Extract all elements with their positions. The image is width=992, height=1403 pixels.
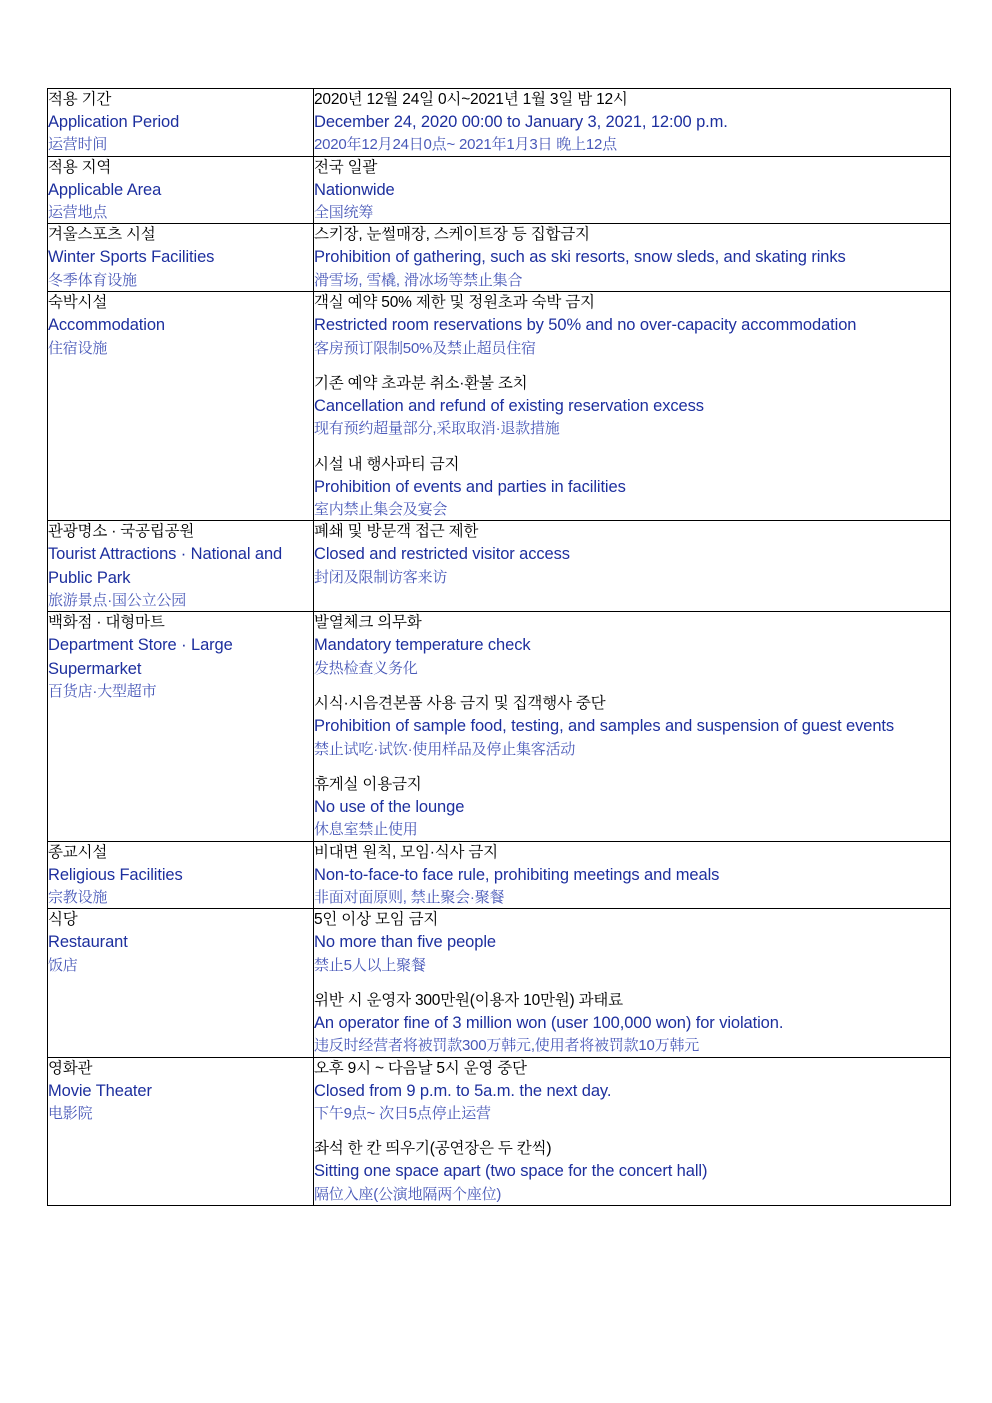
category-english: Accommodation: [48, 316, 166, 335]
detail-korean: 시설 내 행사파티 금지: [314, 455, 460, 473]
category-chinese: 宗教设施: [48, 889, 108, 907]
category-cell: [48, 156, 314, 224]
category-chinese: 旅游景点·国公立公园: [48, 592, 186, 610]
detail-chinese: 2020年12月24日0点~ 2021年1月3日 晚上12点: [314, 136, 617, 154]
detail-chinese: 隔位入座(公演地隔两个座位): [314, 1185, 502, 1203]
detail-english: No more than five people: [314, 933, 496, 952]
detail-cell: [314, 841, 951, 909]
detail-item: [314, 909, 950, 976]
detail-korean: 발열체크 의무화: [314, 614, 422, 632]
detail-chinese: 禁止5人以上聚餐: [314, 956, 426, 974]
detail-item: [314, 990, 950, 1057]
detail-item: [314, 157, 950, 224]
category-cell: [48, 224, 314, 292]
detail-chinese: 封闭及限制访客来访: [314, 568, 448, 586]
detail-cell: [314, 156, 951, 224]
detail-korean: 기존 예약 초과분 취소·환불 조치: [314, 374, 528, 392]
category-cell: [48, 1057, 314, 1205]
table-row: [48, 224, 951, 292]
category-english: Religious Facilities: [48, 865, 183, 884]
detail-english: Mandatory temperature check: [314, 636, 531, 655]
detail-english: Prohibition of events and parties in facilities: [314, 477, 626, 496]
detail-cell: [314, 521, 951, 612]
category-chinese: 饭店: [48, 956, 78, 974]
detail-english: An operator fine of 3 million won (user 100,000 won) for violation.: [314, 1014, 784, 1033]
detail-chinese: 现有预约超量部分,采取取消·退款措施: [314, 420, 560, 438]
detail-english: Nationwide: [314, 180, 395, 199]
detail-korean: 위반 시 운영자 300만원(이용자 10만원) 과태료: [314, 992, 623, 1010]
category-english: Movie Theater: [48, 1081, 152, 1100]
detail-cell: [314, 909, 951, 1057]
category-english: Application Period: [48, 113, 180, 131]
detail-item: [314, 454, 950, 521]
detail-korean: 오후 9시 ~ 다음날 5시 운영 중단: [314, 1059, 527, 1077]
detail-english: Closed from 9 p.m. to 5a.m. the next day.: [314, 1081, 612, 1100]
detail-english: December 24, 2020 00:00 to January 3, 2021, 12:00 p.m.: [314, 113, 728, 131]
category-chinese: 运营时间: [48, 136, 108, 154]
category-cell: [48, 909, 314, 1057]
category-chinese: 冬季体育设施: [48, 271, 137, 289]
detail-chinese: 滑雪场, 雪橇, 滑冰场等禁止集合: [314, 271, 523, 289]
detail-korean: 5인 이상 모임 금지: [314, 911, 439, 929]
category-korean: 관광명소 · 국공립공원: [48, 523, 195, 541]
category-korean: 백화점 · 대형마트: [48, 614, 165, 632]
detail-chinese: 发热检查义务化: [314, 659, 418, 677]
detail-chinese: 禁止试吃·试饮·使用样品及停止集客活动: [314, 740, 576, 758]
table-row: [48, 521, 951, 612]
detail-chinese: 全国统筹: [314, 204, 374, 222]
detail-english: Restricted room reservations by 50% and no over-capacity accommodation: [314, 316, 857, 335]
detail-chinese: 非面对面原则, 禁止聚会·聚餐: [314, 889, 505, 907]
detail-item: [314, 774, 950, 841]
table-row: [48, 292, 951, 521]
detail-korean: 객실 예약 50% 제한 및 정원초과 숙박 금지: [314, 294, 595, 312]
detail-item: [314, 612, 950, 679]
detail-cell: [314, 612, 951, 841]
detail-item: [314, 521, 950, 588]
detail-cell: [314, 89, 951, 157]
table-row: [48, 89, 951, 157]
category-english: Department Store · Large Supermarket: [48, 636, 233, 678]
category-cell: [48, 521, 314, 612]
category-english: Applicable Area: [48, 180, 162, 199]
category-chinese: 运营地点: [48, 204, 108, 222]
category-cell: [48, 612, 314, 841]
category-korean: 식당: [48, 911, 78, 929]
detail-item: [314, 1138, 950, 1205]
detail-item: [314, 1058, 950, 1125]
detail-cell: [314, 1057, 951, 1205]
detail-korean: 비대면 원칙, 모임·식사 금지: [314, 843, 498, 861]
detail-korean: 전국 일괄: [314, 158, 378, 176]
category-korean: 적용 지역: [48, 158, 112, 176]
detail-item: [314, 693, 950, 760]
detail-korean: 좌석 한 칸 띄우기(공연장은 두 칸씩): [314, 1140, 552, 1158]
category-korean: 종교시설: [48, 843, 108, 861]
category-korean: 숙박시설: [48, 294, 108, 312]
table-row: [48, 156, 951, 224]
table-row: [48, 612, 951, 841]
detail-korean: 스키장, 눈썰매장, 스케이트장 등 집합금지: [314, 226, 590, 244]
detail-korean: 2020년 12월 24일 0시~2021년 1월 3일 밤 12시: [314, 91, 628, 108]
category-english: Winter Sports Facilities: [48, 248, 215, 267]
detail-chinese: 违反时经营者将被罚款300万韩元,使用者将被罚款10万韩元: [314, 1037, 700, 1055]
detail-korean: 시식·시음견본품 사용 금지 및 집객행사 중단: [314, 695, 606, 713]
category-cell: [48, 841, 314, 909]
detail-cell: [314, 224, 951, 292]
detail-korean: 폐쇄 및 방문객 접근 제한: [314, 523, 479, 541]
detail-korean: 휴게실 이용금지: [314, 775, 422, 793]
quarantine-measures-table: [47, 88, 951, 1206]
category-chinese: 电影院: [48, 1105, 93, 1123]
detail-chinese: 室内禁止集会及宴会: [314, 501, 448, 519]
detail-english: Sitting one space apart (two space for the concert hall): [314, 1162, 708, 1181]
detail-english: Prohibition of sample food, testing, and samples and suspension of guest events: [314, 717, 895, 736]
category-chinese: 百货店·大型超市: [48, 683, 157, 701]
detail-english: Closed and restricted visitor access: [314, 545, 570, 564]
category-cell: [48, 292, 314, 521]
category-korean: 적용 기간: [48, 91, 112, 108]
detail-item: [314, 292, 950, 359]
detail-chinese: 客房预订限制50%及禁止超员住宿: [314, 339, 536, 357]
detail-cell: [314, 292, 951, 521]
detail-chinese: 休息室禁止使用: [314, 821, 418, 839]
detail-english: No use of the lounge: [314, 797, 465, 816]
detail-item: [314, 373, 950, 440]
detail-english: Non-to-face-to face rule, prohibiting meetings and meals: [314, 865, 720, 884]
category-korean: 영화관: [48, 1059, 93, 1077]
detail-english: Cancellation and refund of existing reservation excess: [314, 396, 704, 415]
category-english: Restaurant: [48, 933, 128, 952]
detail-english: Prohibition of gathering, such as ski resorts, snow sleds, and skating rinks: [314, 248, 846, 267]
detail-chinese: 下午9点~ 次日5点停止运营: [314, 1105, 491, 1123]
table-row: [48, 1057, 951, 1205]
detail-item: [314, 89, 950, 156]
detail-item: [314, 842, 950, 909]
table-row: [48, 841, 951, 909]
category-english: Tourist Attractions · National and Public Park: [48, 545, 283, 587]
category-cell: [48, 89, 314, 157]
category-korean: 겨울스포츠 시설: [48, 226, 156, 244]
category-chinese: 住宿设施: [48, 339, 108, 357]
detail-item: [314, 224, 950, 291]
table-row: [48, 909, 951, 1057]
